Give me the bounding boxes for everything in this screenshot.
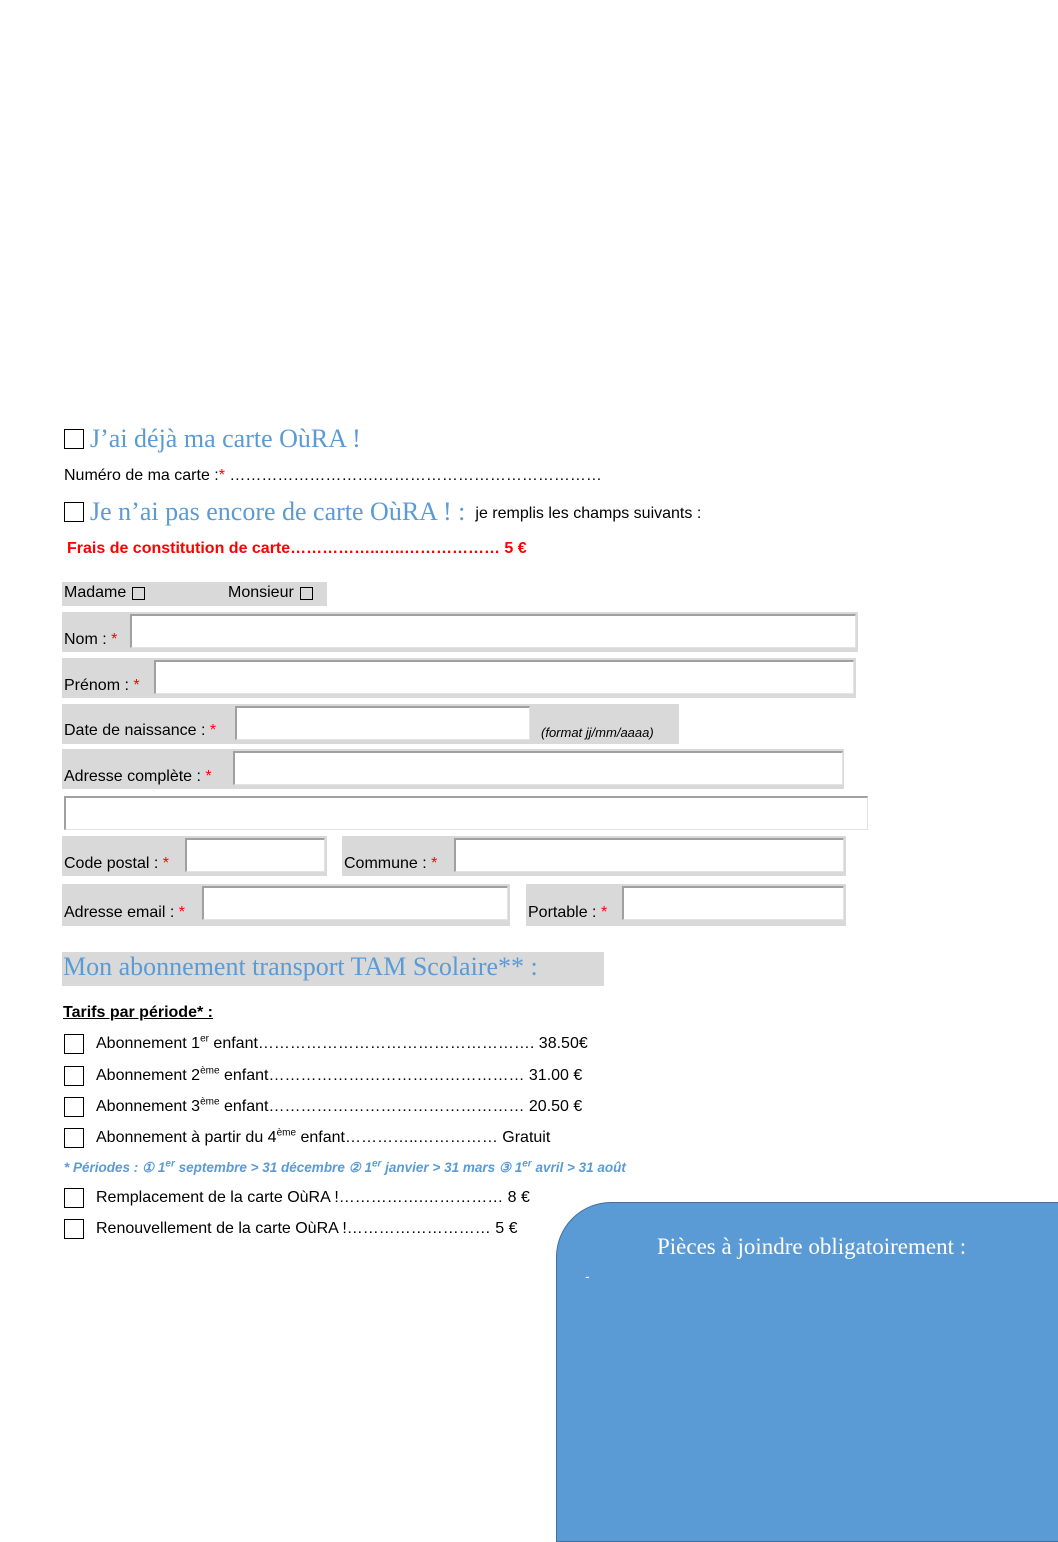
- nom-asterisk: *: [111, 631, 118, 648]
- renewal-label: Renouvellement de la carte OùRA !……………………… 5 €: [96, 1220, 518, 1237]
- card-number-dots: ……………………….……………………………………: [224, 467, 602, 484]
- period-1-icon: ①: [142, 1160, 155, 1175]
- dob-format-hint: (format jj/mm/aaaa): [541, 725, 654, 740]
- commune-label-wrap: [344, 855, 437, 873]
- prenom-label-wrap: [64, 677, 140, 695]
- no-card-title: Je n’ai pas encore de carte OùRA ! :: [90, 497, 466, 526]
- email-label-wrap: [64, 904, 185, 922]
- subscription-4-checkbox[interactable]: [64, 1128, 84, 1148]
- card-number-label: Numéro de ma carte :: [64, 467, 219, 484]
- period-2-icon: ②: [348, 1160, 361, 1175]
- subscription-3-checkbox[interactable]: [64, 1097, 84, 1117]
- renewal-checkbox[interactable]: [64, 1219, 84, 1239]
- card-number-asterisk: *: [218, 467, 225, 484]
- period-3-icon: ③: [498, 1160, 511, 1175]
- madame-option[interactable]: [64, 584, 145, 602]
- portable-input[interactable]: [622, 886, 844, 920]
- subscription-4-label: Abonnement à partir du 4ème enfant…………..…………… Gratuit: [96, 1127, 551, 1146]
- subscription-2-label: Abonnement 2ème enfant………………………………………… 31.00 €: [96, 1065, 583, 1084]
- extra-item-replacement[interactable]: [64, 1188, 530, 1208]
- cp-input[interactable]: [185, 838, 325, 872]
- monsieur-checkbox[interactable]: [300, 587, 313, 600]
- adresse-line2-input[interactable]: [64, 796, 868, 830]
- have-card-title: J’ai déjà ma carte OùRA !: [90, 424, 361, 453]
- email-asterisk: *: [178, 904, 185, 921]
- dob-label: Date de naissance :: [64, 722, 206, 739]
- monsieur-label: Monsieur: [228, 584, 294, 601]
- periods-note: * Périodes : ① 1er septembre > 31 décembre ② 1er janvier > 31 mars ③ 1er avril > 31 août: [64, 1158, 626, 1175]
- subscription-item-2[interactable]: [64, 1066, 582, 1086]
- no-card-suffix: je remplis les champs suivants :: [475, 505, 702, 522]
- dob-label-wrap: [64, 722, 216, 740]
- email-input[interactable]: [202, 886, 508, 920]
- subscription-1-checkbox[interactable]: [64, 1034, 84, 1054]
- tarifs-label: Tarifs par période* :: [63, 1004, 213, 1021]
- commune-input[interactable]: [454, 838, 844, 872]
- portable-label-wrap: [528, 904, 607, 922]
- card-number-line: [64, 467, 602, 485]
- nom-input[interactable]: [130, 614, 856, 648]
- madame-checkbox[interactable]: [132, 587, 145, 600]
- commune-label: Commune :: [344, 855, 427, 872]
- cp-label-wrap: [64, 855, 169, 873]
- subscription-2-checkbox[interactable]: [64, 1066, 84, 1086]
- prenom-asterisk: *: [133, 677, 140, 694]
- dob-input[interactable]: [235, 706, 530, 740]
- cp-asterisk: *: [162, 855, 169, 872]
- subscription-title: Mon abonnement transport TAM Scolaire** :: [63, 952, 538, 981]
- monsieur-option[interactable]: [228, 584, 313, 602]
- commune-asterisk: *: [431, 855, 438, 872]
- subscription-item-1[interactable]: [64, 1034, 588, 1054]
- nom-label-wrap: [64, 631, 117, 649]
- adresse-label-wrap: [64, 768, 212, 786]
- prenom-label: Prénom :: [64, 677, 129, 694]
- adresse-input[interactable]: [233, 751, 843, 785]
- prenom-input[interactable]: [154, 660, 854, 694]
- have-card-checkbox[interactable]: [64, 429, 84, 449]
- dob-asterisk: *: [209, 722, 217, 739]
- extra-item-renewal[interactable]: [64, 1219, 518, 1239]
- replacement-label: Remplacement de la carte OùRA !…………….…………… 8 €: [96, 1189, 530, 1206]
- documents-panel-title: Pièces à joindre obligatoirement :: [657, 1234, 967, 1259]
- adresse-asterisk: *: [205, 768, 212, 785]
- subscription-1-label: Abonnement 1er enfant……………………………………………. 38.50€: [96, 1033, 588, 1052]
- no-card-option[interactable]: [64, 497, 701, 527]
- no-card-checkbox[interactable]: [64, 502, 84, 522]
- portable-asterisk: *: [600, 904, 608, 921]
- adresse-label: Adresse complète :: [64, 768, 201, 785]
- subscription-3-label: Abonnement 3ème enfant………………………………………… 20.50 €: [96, 1096, 583, 1115]
- documents-panel-bullet: -: [585, 1268, 590, 1284]
- portable-label: Portable :: [528, 904, 597, 921]
- nom-label: Nom :: [64, 631, 107, 648]
- fees-line: Frais de constitution de carte……………..…..……………… 5 €: [67, 540, 527, 557]
- email-label: Adresse email :: [64, 904, 175, 921]
- madame-label: Madame: [64, 584, 127, 601]
- have-card-option[interactable]: [64, 424, 361, 454]
- replacement-checkbox[interactable]: [64, 1188, 84, 1208]
- cp-label: Code postal :: [64, 855, 159, 872]
- subscription-item-3[interactable]: [64, 1097, 582, 1117]
- subscription-item-4[interactable]: [64, 1128, 550, 1148]
